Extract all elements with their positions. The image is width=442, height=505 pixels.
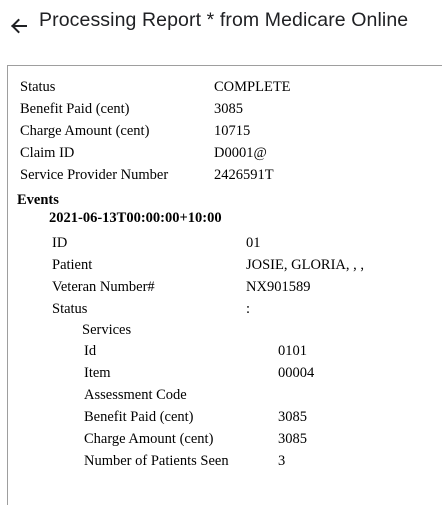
summary-value-status: COMPLETE [214, 79, 291, 95]
event-value-veteran-number: NX901589 [246, 279, 311, 295]
service-label-assessment-code: Assessment Code [84, 387, 187, 403]
summary-value-provider-number: 2426591T [214, 167, 274, 183]
summary-label-claim-id: Claim ID [20, 145, 75, 161]
service-value-id: 0101 [278, 343, 307, 359]
service-label-id: Id [84, 343, 97, 359]
service-value-charge-amount: 3085 [278, 431, 307, 447]
summary-value-claim-id: D0001@ [214, 145, 267, 161]
service-value-benefit-paid: 3085 [278, 409, 307, 425]
summary-value-charge-amount: 10715 [214, 123, 251, 139]
event-date: 2021-06-13T00:00:00+10:00 [49, 210, 222, 226]
back-arrow-icon[interactable] [9, 16, 29, 36]
event-label-veteran-number: Veteran Number# [52, 279, 155, 295]
service-label-charge-amount: Charge Amount (cent) [84, 431, 214, 447]
page-title: Processing Report * from Medicare Online [39, 9, 409, 31]
summary-label-provider-number: Service Provider Number [20, 167, 169, 183]
event-label-patient: Patient [52, 257, 93, 273]
event-label-id: ID [52, 235, 68, 251]
summary-value-benefit-paid: 3085 [214, 101, 243, 117]
event-label-status: Status [52, 301, 88, 317]
event-value-patient: JOSIE, GLORIA, , , [246, 257, 365, 273]
summary-label-status: Status [20, 79, 56, 95]
summary-label-charge-amount: Charge Amount (cent) [20, 123, 150, 139]
event-value-id: 01 [246, 235, 261, 251]
service-label-item: Item [84, 365, 111, 381]
service-label-patients-seen: Number of Patients Seen [84, 453, 229, 469]
app-header [0, 0, 442, 52]
service-value-item: 00004 [278, 365, 315, 381]
summary-label-benefit-paid: Benefit Paid (cent) [20, 101, 130, 117]
services-heading: Services [82, 322, 132, 338]
events-heading: Events [17, 192, 59, 208]
event-value-status: : [246, 301, 251, 317]
service-label-benefit-paid: Benefit Paid (cent) [84, 409, 194, 425]
service-value-patients-seen: 3 [278, 453, 286, 469]
